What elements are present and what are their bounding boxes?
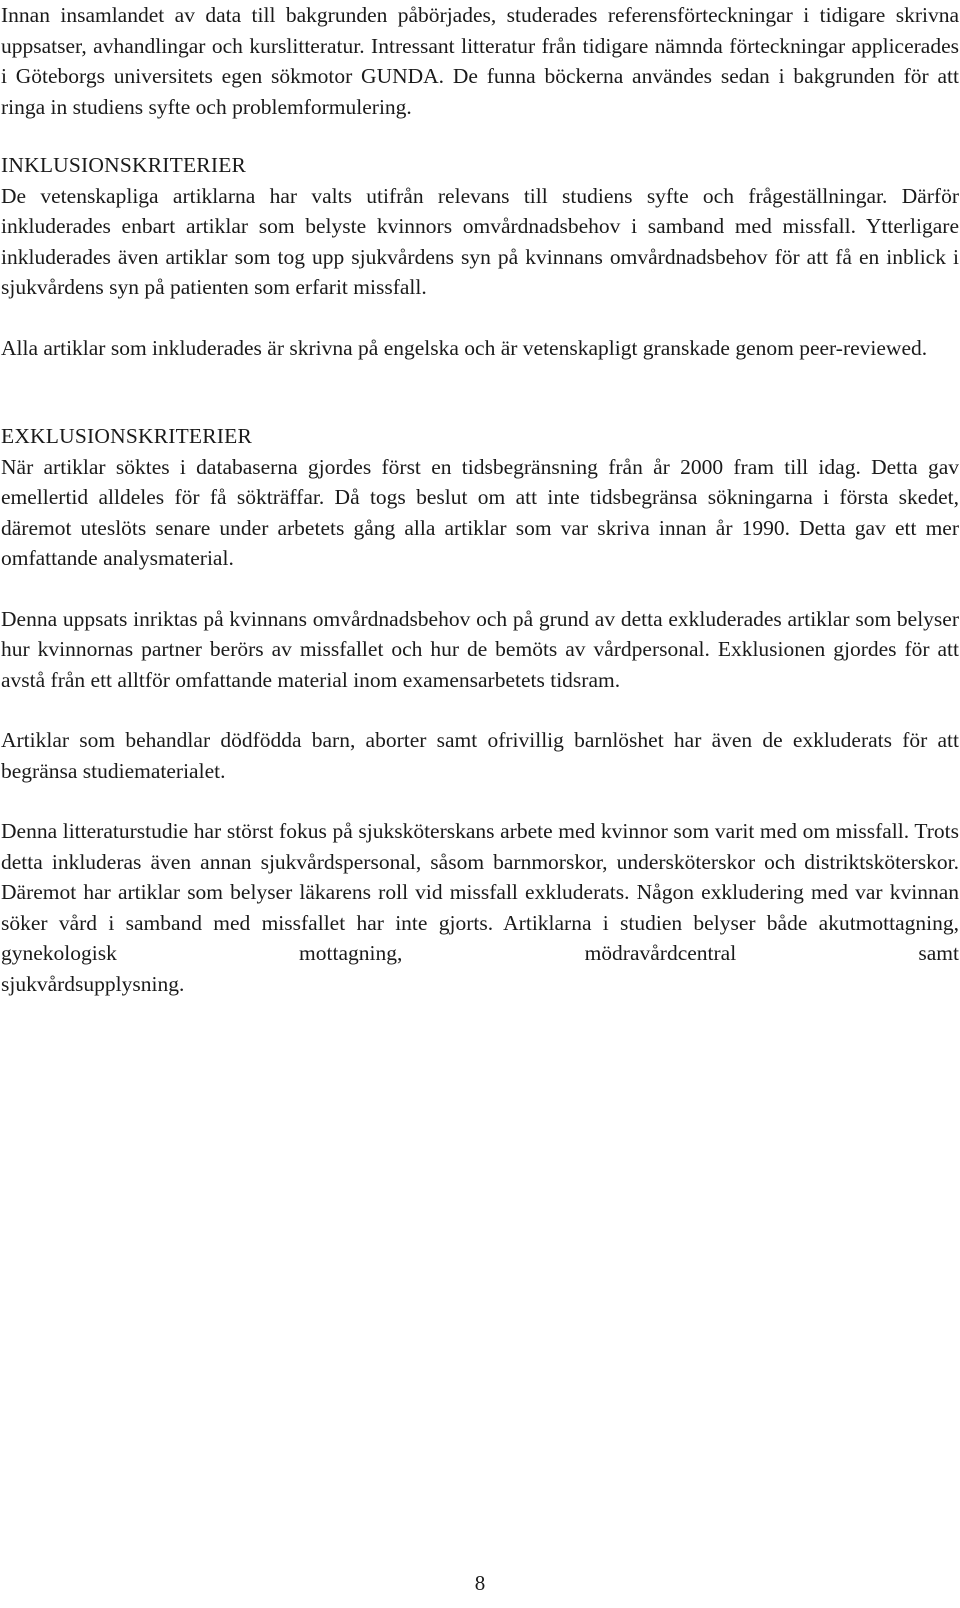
inclusion-paragraph: De vetenskapliga artiklarna har valts utifrån relevans till studiens syfte och frågeställningar. Därför inkluderades enbart artiklar som belyste kvinnors omvårdnadsbehov i samband med missfall. Ytterligare inkluderades även artiklar som tog upp sjukvårdens syn på kvinnans omvårdnadsbehov för att få en inblick i sjukvårdens syn på patienten som erfarit missfall.	[1, 183, 959, 299]
exclusion-paragraph: Denna uppsats inriktas på kvinnans omvårdnadsbehov och på grund av detta exkluderades artiklar som belyser hur kvinnornas partner berörs av missfallet och hur de bemöts av vårdpersonal. Exklusionen gjordes för att avstå från ett alltför omfattande material inom examensarbetets tidsram.	[1, 606, 959, 692]
page-content	[1, 0, 959, 999]
exclusion-paragraph: Denna litteraturstudie har störst fokus på sjuksköterskans arbete med kvinnor som varit med om missfall. Trots detta inkluderas även annan sjukvårdspersonal, såsom barnmorskor, undersköterskor och distriktsköterskor. Däremot har artiklar som belyser läkarens roll vid missfall exkluderats. Någon exkludering med var kvinnan söker vård i samband med missfallet har inte gjorts. Artiklarna i studien belyser både akutmottagning, gynekologisk mottagning, mödravårdcentral samt	[1, 819, 959, 965]
intro-paragraph: Innan insamlandet av data till bakgrunden påbörjades, studerades referensförteckningar i tidigare skrivna uppsatser, avhandlingar och kurslitteratur. Intressant litteratur från tidigare nämnda förteckningar applicerades i Göteborgs universitets egen sökmotor GUNDA. De funna böckerna användes sedan i bakgrunden för att ringa in studiens syfte och problemformulering.	[1, 3, 959, 119]
inclusion-paragraph: Alla artiklar som inkluderades är skrivna på engelska och är vetenskapligt granskade genom peer-reviewed.	[1, 335, 928, 360]
exclusion-paragraph: Artiklar som behandlar dödfödda barn, aborter samt ofrivillig barnlöshet har även de exkluderats för att begränsa studiematerialet.	[1, 728, 959, 783]
exclusion-heading: EXKLUSIONSKRITERIER	[1, 424, 253, 448]
page-number: 8	[474, 1571, 486, 1595]
exclusion-paragraph: När artiklar söktes i databaserna gjordes först en tidsbegränsning från år 2000 fram till idag. Detta gav emellertid alldeles för få sökträffar. Då togs beslut om att inte tidsbegränsa sökningarna i första skedet, däremot uteslöts senare under arbetets gång alla artiklar som var skriva innan år 1990. Detta gav ett mer omfattande analysmaterial.	[1, 454, 959, 570]
inclusion-heading: INKLUSIONSKRITERIER	[1, 153, 247, 177]
exclusion-paragraph-end: sjukvårdsupplysning.	[1, 971, 185, 996]
